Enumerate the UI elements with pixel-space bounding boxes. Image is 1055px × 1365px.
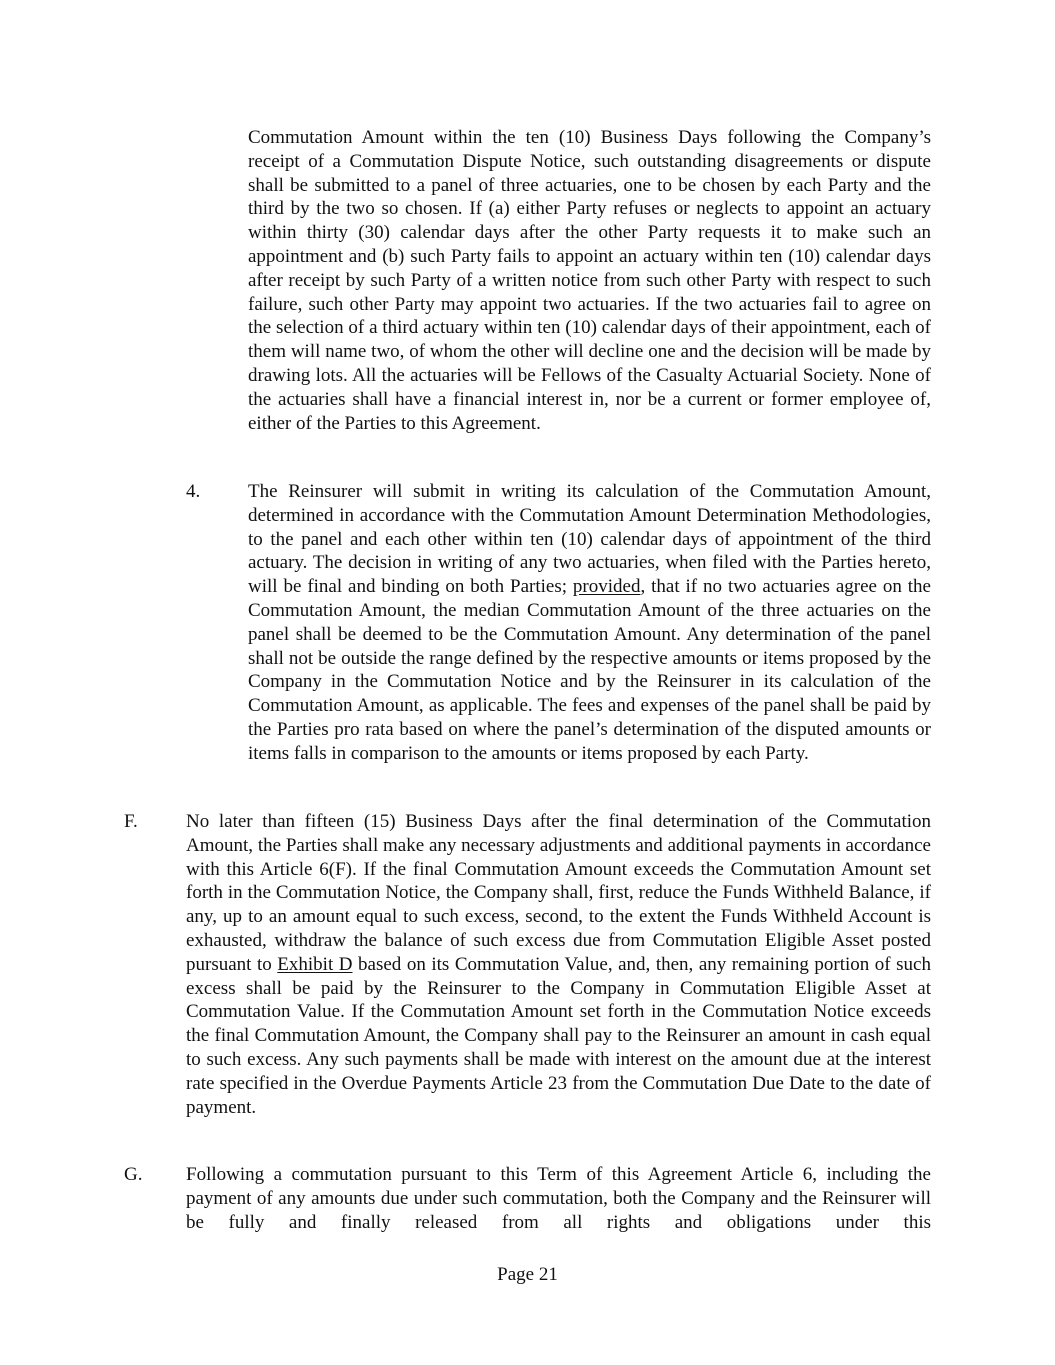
section-g-label: G. — [124, 1164, 143, 1185]
exhibit-d-reference: Exhibit D — [277, 953, 353, 975]
item-4-text-after: , that if no two actuaries agree on the Commutation Amount, the median Commutation Amount of the three actuaries on the panel shall be deemed to be the Commutation Amount. Any determination of the panel shall not be outside the range defined by the respective amounts or items proposed by the Company in the Commutation Notice and by the Reinsurer in its calculation of the Commutation Amount, as applicable. The fees and expenses of the panel shall be paid by the Parties pro rata based on where the panel’s determination of the disputed amounts or items falls in comparison to the amounts or items proposed by each Party. — [248, 576, 931, 764]
section-g-paragraph: Following a commutation pursuant to this Term of this Agreement Article 6, including the payment of any amounts due under such commutation, both the Company and the Reinsurer will be fully and finally released from all rights and obligations under this — [186, 1164, 931, 1233]
page-number: Page 21 — [497, 1264, 558, 1285]
provided-term: provided — [572, 576, 641, 598]
continuation-paragraph: Commutation Amount within the ten (10) Business Days following the Company’s receipt of a Commutation Dispute Notice, such outstanding disagreements or dispute shall be submitted to a panel of three actuaries, one to be chosen by each Party and the third by the two so chosen. If (a) either Party refuses or neglects to appoint an actuary within thirty (30) calendar days after the other Party requests it to make such an appointment and (b) such Party fails to appoint an actuary within ten (10) calendar days after receipt by such Party of a written notice from such other Party with respect to such failure, such other Party may appoint two actuaries. If the two actuaries fail to agree on the selection of a third actuary within ten (10) calendar days of their appointment, each of them will name two, of whom the other will decline one and the decision will be made by drawing lots. All the actuaries will be Fellows of the Casualty Actuarial Society. None of the actuaries shall have a financial interest in, nor be a current or former employee of, either of the Parties to this Agreement. — [248, 127, 931, 434]
item-4-paragraph — [248, 480, 931, 766]
item-4-text-before: The Reinsurer will submit in writing its calculation of the Commutation Amount, determined in accordance with the Commutation Amount Determination Methodologies, to the panel and each other within ten (10) calendar days of appointment of the third actuary. The decision in writing of any two actuaries, when filed with the Parties hereto, will be final and binding on both Parties; — [248, 481, 931, 598]
item-4-label: 4. — [186, 481, 201, 502]
section-f-text-before: No later than fifteen (15) Business Days after the final determination of the Commutation Amount, the Parties shall make any necessary adjustments and additional payments in accordance with this Article 6(F). If the final Commutation Amount exceeds the Commutation Amount set forth in the Commutation Notice, the Company shall, first, reduce the Funds Withheld Balance, if any, up to an amount equal to such excess, second, to the extent the Funds Withheld Account is exhausted, withdraw the balance of such excess due from Commutation Eligible Asset posted pursuant to — [186, 811, 931, 975]
section-f-label: F. — [124, 811, 138, 832]
section-f-paragraph — [186, 810, 931, 1119]
section-f-text-after: based on its Commutation Value, and, then, any remaining portion of such excess shall be paid by the Reinsurer to the Company in Commutation Eligible Asset at Commutation Value. If the Commutation Amount set forth in the Commutation Notice exceeds the final Commutation Amount, the Company shall pay to the Reinsurer an amount in cash equal to such excess. Any such payments shall be made with interest on the amount due at the interest rate specified in the Overdue Payments Article 23 from the Commutation Due Date to the date of payment. — [186, 953, 931, 1118]
